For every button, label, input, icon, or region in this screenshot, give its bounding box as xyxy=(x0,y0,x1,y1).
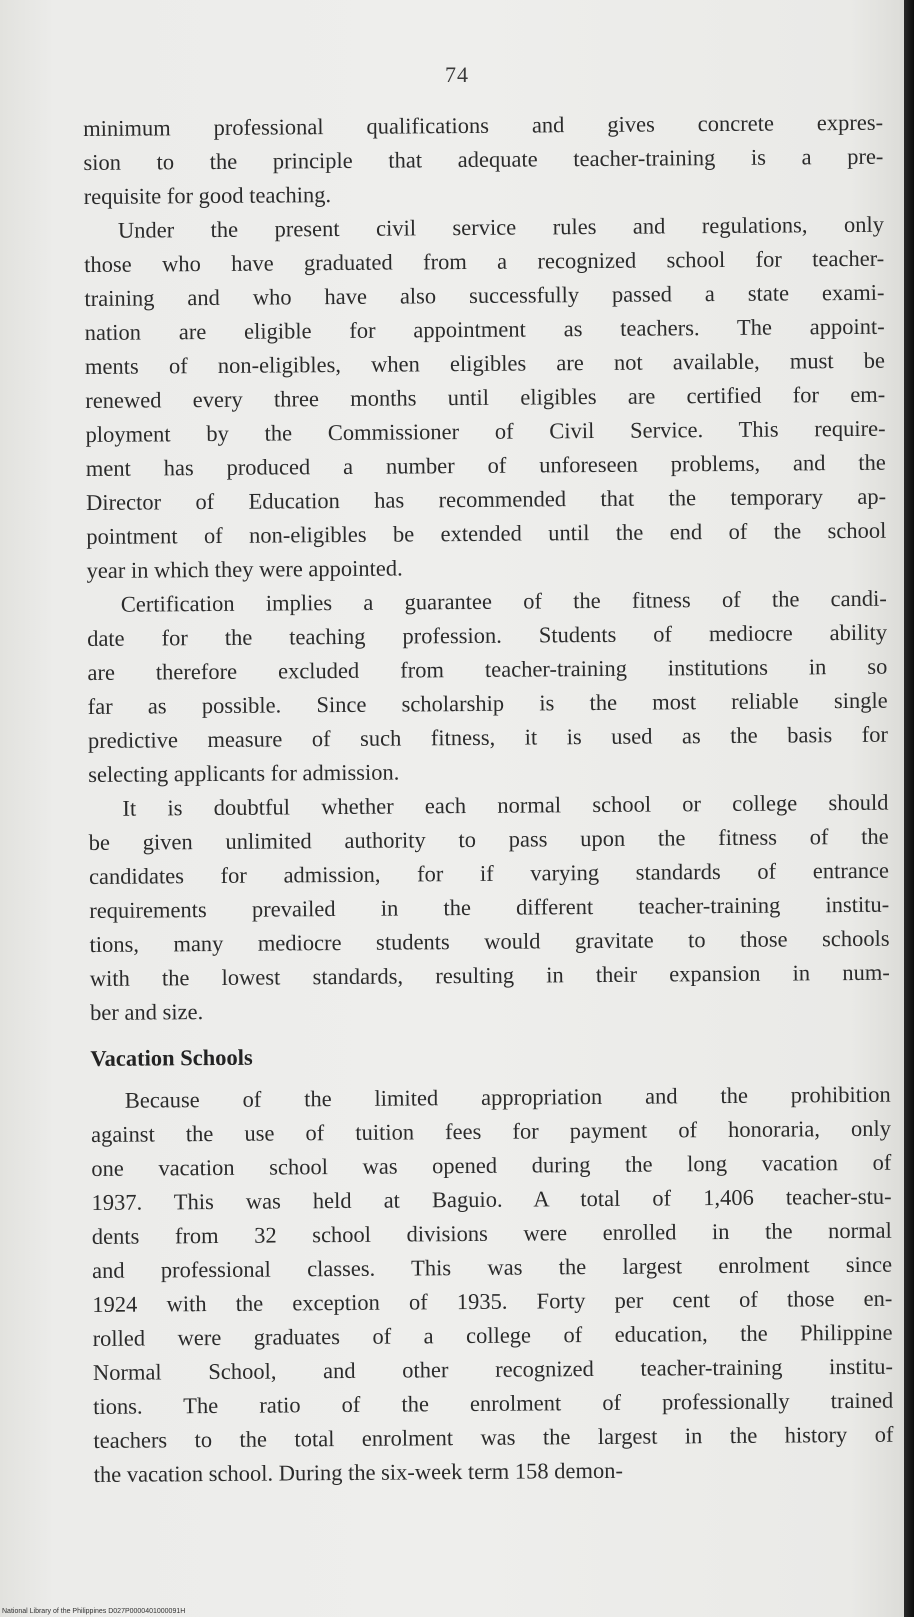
paragraph xyxy=(87,582,889,792)
text-line: requirements prevailed in the different teacher-training institu- xyxy=(89,891,890,923)
text-line: be given unlimited authority to pass upon the fitness of the xyxy=(88,823,889,855)
text-line: far as possible. Since scholarship is the most reliable single xyxy=(87,687,888,719)
text-line: predictive measure of such fitness, it is used as the basis for xyxy=(87,721,889,753)
text-line: nation are eligible for appointment as teachers. The appoint- xyxy=(84,313,885,345)
text-line: are therefore excluded from teacher-training institutions in so xyxy=(87,653,888,685)
text-line: renewed every three months until eligibles are certified for em- xyxy=(85,381,886,413)
archive-footer-note: National Library of the Philippines D027P0000401000091H xyxy=(2,1608,186,1615)
text-line: date for the teaching profession. Students of mediocre ability xyxy=(87,619,888,651)
text-line: Normal School, and other recognized teacher-training institu- xyxy=(92,1353,893,1385)
text-line: and professional classes. This was the largest enrolment since xyxy=(92,1251,893,1283)
text-line: the vacation school. During the six-week term 158 demon- xyxy=(93,1457,624,1487)
paragraph xyxy=(88,786,890,1030)
text-line: tions. The ratio of the enrolment of professionally trained xyxy=(93,1387,894,1419)
paragraph xyxy=(91,1078,894,1492)
text-line: pointment of non-eligibles be extended until the end of the school xyxy=(86,517,887,549)
page-number: 74 xyxy=(445,62,469,87)
paragraphs-before-heading xyxy=(83,106,890,1030)
text-line: ment has produced a number of unforeseen problems, and the xyxy=(85,449,886,481)
text-line: Because of the limited appropriation and the prohibition xyxy=(124,1081,891,1113)
text-line: dents from 32 school divisions were enrolled in the normal xyxy=(91,1217,892,1249)
text-line: minimum professional qualifications and gives concrete expres- xyxy=(83,109,884,141)
text-line: selecting applicants for admission. xyxy=(88,759,400,787)
section-heading: Vacation Schools xyxy=(90,1044,253,1071)
text-line: sion to the principle that adequate teacher-training is a pre- xyxy=(83,143,884,175)
paragraph xyxy=(83,106,884,214)
text-line: tions, many mediocre students would gravitate to those schools xyxy=(89,925,890,957)
text-line: candidates for admission, for if varying standards of entrance xyxy=(88,857,890,889)
text-line: ments of non-eligibles, when eligibles are not available, must be xyxy=(84,347,886,379)
text-line: those who have graduated from a recognized school for teacher- xyxy=(84,245,885,277)
text-line: ployment by the Commissioner of Civil Service. This require- xyxy=(85,415,886,447)
text-line: year in which they were appointed. xyxy=(86,555,403,583)
page-edge-shadow xyxy=(904,0,914,1617)
text-line: with the lowest standards, resulting in their expansion in num- xyxy=(89,959,890,991)
text-line: 1924 with the exception of 1935. Forty per cent of those en- xyxy=(92,1285,893,1317)
text-line: Certification implies a guarantee of the fitness of the candi- xyxy=(120,585,887,617)
text-line: rolled were graduates of a college of education, the Philippine xyxy=(92,1319,893,1351)
text-line: 1937. This was held at Baguio. A total of 1,406 teacher-stu- xyxy=(91,1183,892,1215)
text-line: Director of Education has recommended that the temporary ap- xyxy=(85,483,887,515)
body-text xyxy=(83,106,894,1492)
text-line: against the use of tuition fees for payment of honoraria, only xyxy=(90,1115,892,1147)
text-line: training and who have also successfully passed a state exami- xyxy=(84,279,885,311)
paragraphs-after-heading xyxy=(91,1078,894,1492)
text-line: teachers to the total enrolment was the largest in the history of xyxy=(93,1421,894,1453)
text-line: It is doubtful whether each normal school or college should xyxy=(122,789,889,821)
paragraph xyxy=(84,208,887,588)
text-line: ber and size. xyxy=(89,999,204,1025)
text-line: requisite for good teaching. xyxy=(83,182,332,209)
text-line: one vacation school was opened during the long vacation of xyxy=(91,1149,892,1181)
text-line: Under the present civil service rules and regulations, only xyxy=(117,211,885,243)
